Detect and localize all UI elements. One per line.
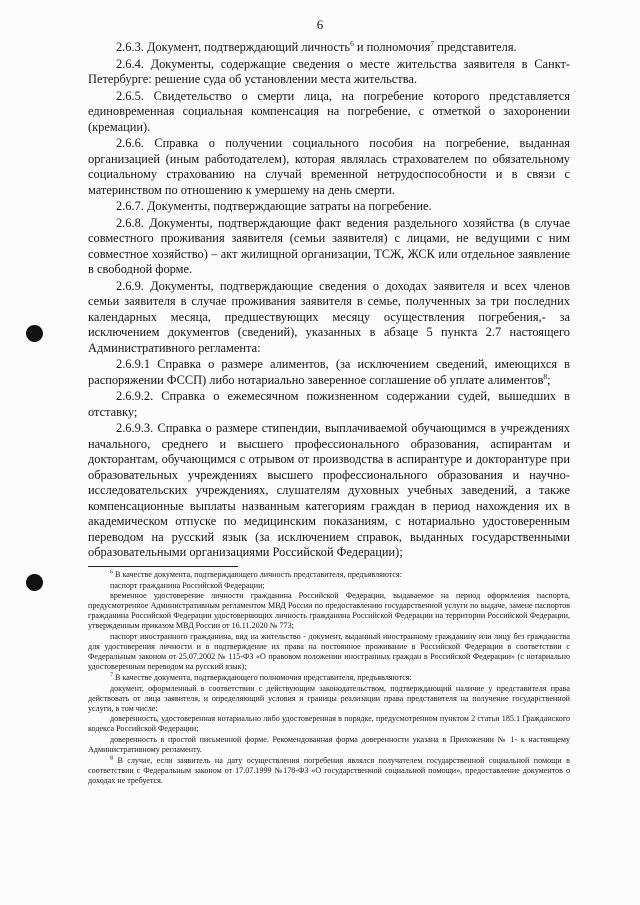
footnote-item: документ, оформленный в соответствии с действующим законодательством, подтверждающий наличие у представителя права действовать от лица заявителя, и определяющий условия и границы реализации права представителя на получение государственной услуги, в том числе:: [88, 683, 570, 713]
page-number: 6: [316, 17, 324, 32]
main-text: [88, 40, 570, 562]
paragraph-2-6-9: 2.6.9. Документы, подтверждающие сведения о доходах заявителя и всех членов семьи заявителя в случае проживания заявителя в семье, полученных за три последних календарных месяца, предшествующих месяцу осуществления погребения,- за исключением документов (сведений), указанных в абзаце 5 пункта 2.7 настоящего Административного регламента:: [88, 278, 570, 355]
punch-hole-bottom: [26, 574, 43, 591]
footnote-item: доверенность, удостоверенная нотариально либо удостоверенная в порядке, предусмотренном пунктом 2 статьи 185.1 Гражданского кодекса Российской Федерации;: [88, 714, 570, 734]
footnote-8: $^8$ В случае, если заявитель на дату осуществления погребения являлся получателем государственной социальной помощи в соответствии с Федеральным законом от 17.07.1999 №178-ФЗ «О государственной социальной помощи», предоставление документов о доходах не требуется.: [88, 755, 570, 785]
footnote-6: $^6$ В качестве документа, подтверждающего личность представителя, предъявляются:: [110, 569, 402, 579]
footnote-item: паспорт гражданина Российской Федерации;: [110, 580, 265, 590]
paragraph-2-6-9-3: 2.6.9.3. Справка о размере стипендии, выплачиваемой обучающимся в учреждениях начального, среднего и высшего профессионального образования, аспирантам и докторантам, обучающимся с отрывом от производства в аспирантуре и докторантуре при образовательных учреждениях высшего профессионального образования и научно-исследовательских учреждениях, слушателям духовных учебных заведений, а также компенсационные выплаты названным категориям граждан в период нахождения их в академическом отпуске по медицинским показаниям, с нотариально удостоверенным переводом на русский язык (за исключением справок, выданных государственными образовательными организациями Российской Федерации);: [88, 421, 570, 559]
footnote-separator: [88, 566, 238, 567]
footnotes: [88, 570, 570, 786]
footnote-ref-8: 8: [543, 371, 548, 381]
footnote-ref-6: 6: [350, 38, 354, 48]
footnote-7: $^7$ В качестве документа, подтверждающего полномочия представителя, предъявляются:: [110, 672, 412, 682]
paragraph-2-6-9-1: 2.6.9.1 Справка о размере алиментов, (за исключением сведений, имеющихся в распоряжении ФССП) либо нотариально заверенное соглашение об уплате алиментов$^8$;: [88, 357, 570, 387]
footnote-item: паспорт иностранного гражданина, вид на жительство - документ, выданный иностранному гражданину или лицу без гражданства для удостоверения личности и в подтверждение их права на постоянное проживание в Российской Федерации в соответствии с Федеральным законом от 25.07.2002 № 115-ФЗ «О правовом положении иностранных граждан в Российской Федерации» (с нотариально удостоверенным переводом на русский язык);: [88, 632, 570, 672]
footnote-ref-7: 7: [430, 38, 435, 48]
footnote-item: временное удостоверение личности гражданина Российской Федерации, выдаваемое на период оформления паспорта, предусмотренное Административным регламентом МВД России по предоставлению государственной услуги по выдаче, замене паспортов гражданина Российской Федерации удостоверяющих личность гражданина Российской Федерации на территории Российской Федерации, утвержденным приказом МВД России от 16.11.2020 № 773;: [88, 591, 570, 631]
paragraph-2-6-9-2: 2.6.9.2. Справка о ежемесячном пожизненном содержании судей, вышедших в отставку;: [88, 389, 570, 419]
paragraph-2-6-3: 2.6.3. Документ, подтверждающий личность$^6$ и полномочия$^7$ представителя.: [116, 38, 517, 54]
punch-hole-top: [26, 325, 43, 342]
paragraph-2-6-7: 2.6.7. Документы, подтверждающие затраты на погребение.: [116, 199, 432, 213]
paragraph-2-6-8: 2.6.8. Документы, подтверждающие факт ведения раздельного хозяйства (в случае совместного проживания заявителя (семьи заявителя) с лицами, не ведущими с ним совместное хозяйство) – акт жилищной организации, ТСЖ, ЖСК или отдельное заявление в свободной форме.: [88, 215, 570, 276]
paragraph-2-6-6: 2.6.6. Справка о получении социального пособия на погребение, выданная организацией (иным работодателем), которая являлась страхователем по обязательному социальному страхованию на случай временной нетрудоспособности и в связи с материнством по отношению к умершему на день смерти.: [88, 136, 570, 197]
footnote-item: доверенность в простой письменной форме. Рекомендованная форма доверенности указана в Приложении № 1- к настоящему Административному регламенту.: [88, 735, 570, 755]
paragraph-2-6-4: 2.6.4. Документы, содержащие сведения о месте жительства заявителя в Санкт-Петербурге: решение суда об установлении места жительства.: [88, 56, 570, 86]
paragraph-2-6-5: 2.6.5. Свидетельство о смерти лица, на погребение которого представляется единовременная социальная компенсация на погребение, с отметкой о захоронении (кремации).: [88, 88, 570, 134]
